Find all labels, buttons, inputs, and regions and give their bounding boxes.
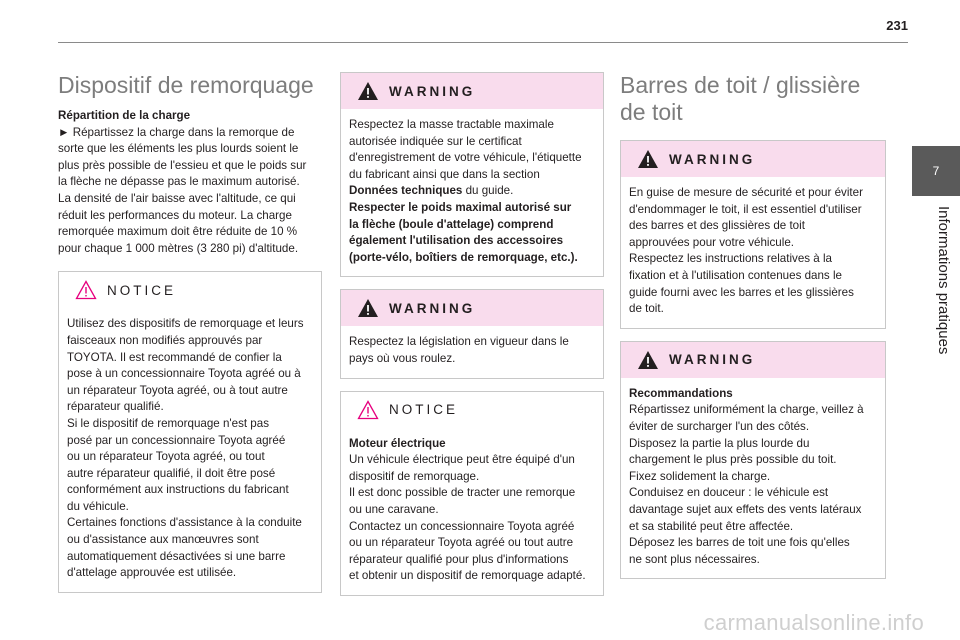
text-line: Données techniques du guide. bbox=[349, 184, 514, 198]
text-line: chargement le plus près possible du toit. bbox=[629, 453, 837, 467]
text-line: remorquée maximum doit être réduite de 10 % bbox=[58, 225, 298, 239]
text-line: conformément aux instructions du fabricant bbox=[67, 483, 289, 497]
text-line: Respecter le poids maximal autorisé sur bbox=[349, 200, 572, 214]
warning-label: WARNING bbox=[389, 300, 476, 316]
warning-body bbox=[341, 109, 603, 276]
text-line: du véhicule. bbox=[67, 499, 129, 513]
text-line: ou un réparateur Toyota agréé, ou tout bbox=[67, 450, 265, 464]
text-line: la flèche ne dépasse pas le maximum autorisé. bbox=[58, 175, 300, 189]
text-line: Déposez les barres de toit une fois qu'elles bbox=[629, 536, 850, 550]
text-line: sorte que les éléments les plus lourds soient le bbox=[58, 142, 299, 156]
warning-header bbox=[621, 141, 885, 177]
text-line: Respectez la masse tractable maximale bbox=[349, 118, 554, 131]
towing-intro bbox=[58, 108, 322, 257]
text-line: Répartition de la charge bbox=[58, 109, 191, 122]
text-line: En guise de mesure de sécurité et pour éviter bbox=[629, 186, 863, 199]
warning-header bbox=[341, 73, 603, 109]
text-line: et sa stabilité peut être affectée. bbox=[629, 519, 794, 533]
warning-body bbox=[621, 378, 885, 579]
warning-triangle-icon bbox=[357, 81, 379, 101]
column-warnings bbox=[340, 72, 604, 608]
watermark: carmanualsonline.info bbox=[703, 610, 924, 635]
text-line: La densité de l'air baisse avec l'altitude, ce qui bbox=[58, 191, 296, 205]
chapter-title: Informations pratiques bbox=[935, 206, 952, 355]
column-roof-bars bbox=[620, 72, 886, 591]
chapter-tab[interactable]: 7 bbox=[912, 146, 960, 196]
warning-header bbox=[341, 290, 603, 326]
section-title-towing: Dispositif de remorquage bbox=[58, 72, 314, 98]
text-line: Contactez un concessionnaire Toyota agréé bbox=[349, 519, 575, 533]
notice-triangle-icon bbox=[357, 400, 379, 420]
text-line: autre réparateur qualifié, il doit être posé bbox=[67, 466, 276, 480]
bold-text: Données techniques bbox=[349, 184, 463, 198]
warning-label: WARNING bbox=[389, 83, 476, 99]
notice-box-electric bbox=[340, 391, 604, 596]
text-line: (porte-vélo, boîtiers de remorquage, etc.). bbox=[349, 250, 578, 264]
text-line: d'enregistrement de votre véhicule, l'étiquette bbox=[349, 151, 582, 165]
text-line: Respectez les instructions relatives à la bbox=[629, 252, 832, 266]
text-line: guide fourni avec les barres et les glissières bbox=[629, 285, 854, 299]
warning-body bbox=[341, 326, 603, 377]
text-line: TOYOTA. Il est recommandé de confier la bbox=[67, 350, 282, 364]
warning-label: WARNING bbox=[669, 352, 756, 368]
text-line: davantage sujet aux effets des vents latéraux bbox=[629, 502, 862, 516]
text-line: éviter de surcharger l'un des côtés. bbox=[629, 419, 810, 433]
text-line: pays où vous roulez. bbox=[349, 351, 456, 365]
text-line: Il est donc possible de tracter une remorque bbox=[349, 486, 576, 500]
warning-box-mass bbox=[340, 72, 604, 277]
warning-header bbox=[621, 342, 885, 378]
header-divider bbox=[58, 42, 908, 43]
text-line: Conduisez en douceur : le véhicule est bbox=[629, 486, 829, 500]
notice-body bbox=[341, 428, 603, 595]
text-line: et obtenir un dispositif de remorquage adapté. bbox=[349, 569, 586, 583]
text-line: Fixez solidement la charge. bbox=[629, 469, 771, 483]
column-towing bbox=[58, 72, 322, 605]
text-line: du fabricant ainsi que dans la section bbox=[349, 167, 540, 181]
text-line: Si le dispositif de remorquage n'est pas bbox=[67, 416, 269, 430]
text-line: approuvées pour votre véhicule. bbox=[629, 235, 794, 249]
text-line: Utilisez des dispositifs de remorquage et leurs bbox=[67, 317, 304, 331]
text-line: ou une caravane. bbox=[349, 502, 439, 516]
text-line: fixation et à l'utilisation contenues dans le bbox=[629, 268, 842, 282]
text-line: réparateur qualifié pour plus d'informations bbox=[349, 552, 569, 566]
notice-label: NOTICE bbox=[107, 282, 177, 298]
warning-box-recommendations bbox=[620, 341, 886, 580]
text-line: Disposez la partie la plus lourde du bbox=[629, 436, 810, 450]
section-title-roof-bars bbox=[620, 72, 886, 126]
text-line: Un véhicule électrique peut être équipé d'un bbox=[349, 453, 575, 467]
text-line: Recommandations bbox=[629, 386, 733, 400]
text-line: d'endommager le toit, il est essentiel d'utiliser bbox=[629, 202, 862, 216]
text-line: ► Répartissez la charge dans la remorque de bbox=[58, 125, 295, 139]
text-line: également l'utilisation des accessoires bbox=[349, 234, 564, 248]
warning-triangle-icon bbox=[637, 149, 659, 169]
warning-triangle-icon bbox=[637, 350, 659, 370]
text-line: Certaines fonctions d'assistance à la conduite bbox=[67, 516, 302, 530]
notice-header bbox=[341, 392, 603, 428]
text-line: la flèche (boule d'attelage) comprend bbox=[349, 217, 554, 231]
text-line: faisceaux non modifiés approuvés par bbox=[67, 333, 263, 347]
warning-label: WARNING bbox=[669, 151, 756, 167]
text-line: dispositif de remorquage. bbox=[349, 469, 480, 483]
text-line: autorisée indiquée sur le certificat bbox=[349, 134, 522, 148]
text-line: ou d'assistance aux manœuvres sont bbox=[67, 533, 259, 547]
notice-body bbox=[59, 308, 321, 592]
title-line: Barres de toit / glissière bbox=[620, 72, 861, 98]
text-line: Respectez la législation en vigueur dans le bbox=[349, 335, 569, 349]
warning-triangle-icon bbox=[357, 298, 379, 318]
text-line: automatiquement désactivées si une barre bbox=[67, 549, 286, 563]
warning-box-roof-safety bbox=[620, 140, 886, 329]
page-number: 231 bbox=[886, 18, 908, 33]
text-line: ou un réparateur Toyota agréé ou tout autre bbox=[349, 536, 574, 550]
text-line: réparateur qualifié. bbox=[67, 400, 164, 414]
notice-header bbox=[59, 272, 321, 308]
warning-body bbox=[621, 177, 885, 328]
text-line: pour chaque 1 000 mètres (3 280 pi) d'altitude. bbox=[58, 241, 299, 255]
text-line: de toit. bbox=[629, 302, 664, 316]
notice-label: NOTICE bbox=[389, 402, 459, 418]
text-line: des barres et des glissières de toit bbox=[629, 219, 805, 233]
notice-box-towing bbox=[58, 271, 322, 593]
text-line: plus près possible de l'essieu et que le poids sur bbox=[58, 158, 307, 172]
text-line: pose à un concessionnaire Toyota agréé ou à bbox=[67, 367, 301, 381]
text-line: ne sont plus nécessaires. bbox=[629, 552, 760, 566]
text-line: un réparateur Toyota agréé, ou à tout autre bbox=[67, 383, 288, 397]
text-line: réduit les performances du moteur. La charge bbox=[58, 208, 292, 222]
notice-triangle-icon bbox=[75, 280, 97, 300]
text-line: Moteur électrique bbox=[349, 436, 446, 450]
text-line: Répartissez uniformément la charge, veillez à bbox=[629, 403, 864, 417]
text-line: posé par un concessionnaire Toyota agréé bbox=[67, 433, 286, 447]
warning-box-legislation bbox=[340, 289, 604, 378]
title-line: de toit bbox=[620, 99, 683, 125]
text-line: d'attelage approuvée est utilisée. bbox=[67, 566, 237, 580]
